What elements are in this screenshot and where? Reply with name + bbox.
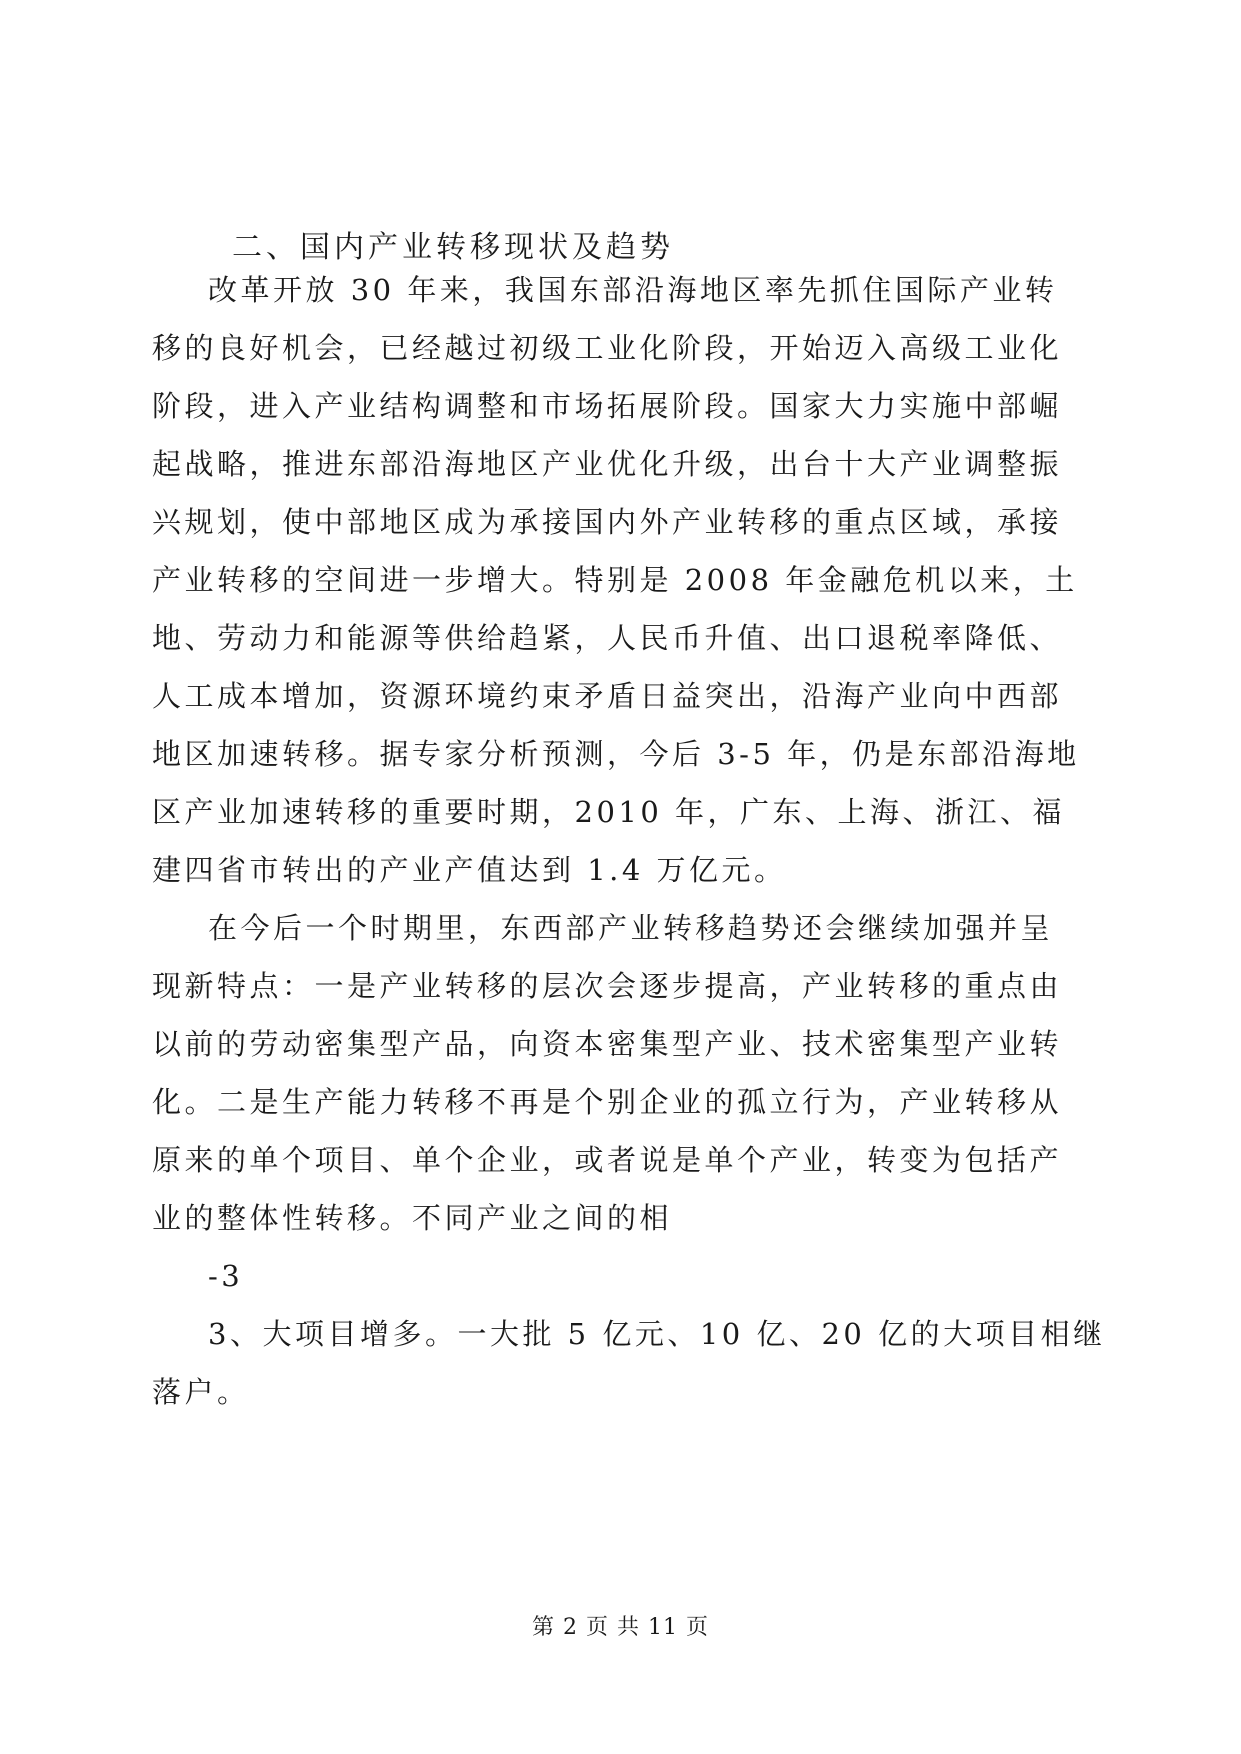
paragraph-line: 兴规划，使中部地区成为承接国内外产业转移的重点区域，承接 xyxy=(152,505,1063,539)
paragraph-line: 原来的单个项目、单个企业，或者说是单个产业，转变为包括产 xyxy=(152,1143,1063,1177)
paragraph-line: 落户。 xyxy=(152,1375,250,1409)
paragraph-line: 化。二是生产能力转移不再是个别企业的孤立行为，产业转移从 xyxy=(152,1085,1063,1119)
page-footer: 第 2 页 共 11 页 xyxy=(532,1615,709,1640)
paragraph-line: 以前的劳动密集型产品，向资本密集型产业、技术密集型产业转 xyxy=(152,1027,1063,1061)
paragraph-line: 地、劳动力和能源等供给趋紧，人民币升值、出口退税率降低、 xyxy=(152,621,1063,655)
paragraph-line: 现新特点：一是产业转移的层次会逐步提高，产业转移的重点由 xyxy=(152,969,1063,1003)
paragraph-line: 改革开放 30 年来，我国东部沿海地区率先抓住国际产业转 xyxy=(208,273,1058,307)
section-heading: 二、国内产业转移现状及趋势 xyxy=(232,230,674,265)
page-marker: -3 xyxy=(208,1259,244,1293)
paragraph-line: 区产业加速转移的重要时期，2010 年，广东、上海、浙江、福 xyxy=(152,795,1066,829)
paragraph-line: 3、大项目增多。一大批 5 亿元、10 亿、20 亿的大项目相继 xyxy=(208,1317,1106,1351)
paragraph-line: 起战略，推进东部沿海地区产业优化升级，出台十大产业调整振 xyxy=(152,447,1063,481)
paragraph-line: 建四省市转出的产业产值达到 1.4 万亿元。 xyxy=(152,853,787,887)
paragraph-line: 在今后一个时期里，东西部产业转移趋势还会继续加强并呈 xyxy=(208,911,1054,945)
paragraph-line: 人工成本增加，资源环境约束矛盾日益突出，沿海产业向中西部 xyxy=(152,679,1063,713)
paragraph-line: 产业转移的空间进一步增大。特别是 2008 年金融危机以来，土 xyxy=(152,563,1078,597)
paragraph-line: 地区加速转移。据专家分析预测，今后 3-5 年，仍是东部沿海地 xyxy=(152,737,1080,771)
paragraph-line: 移的良好机会，已经越过初级工业化阶段，开始迈入高级工业化 xyxy=(152,331,1063,365)
paragraph-line: 阶段，进入产业结构调整和市场拓展阶段。国家大力实施中部崛 xyxy=(152,389,1063,423)
paragraph-line: 业的整体性转移。不同产业之间的相 xyxy=(152,1201,673,1235)
